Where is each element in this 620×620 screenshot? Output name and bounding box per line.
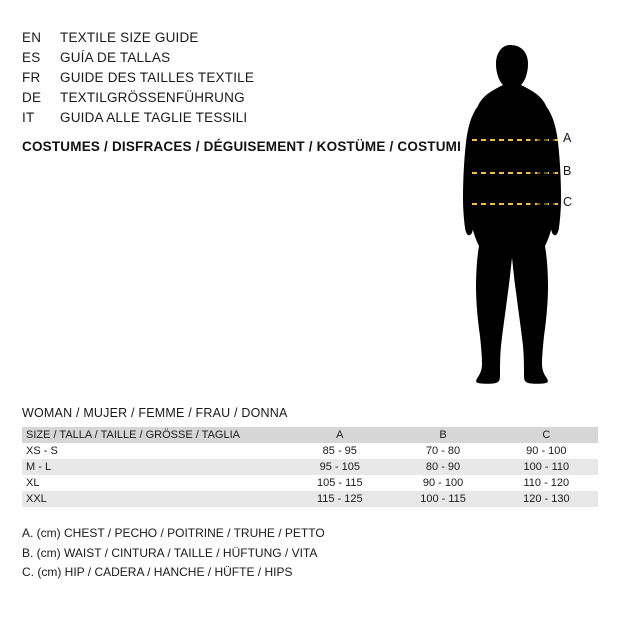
cell-size: XL	[26, 477, 40, 489]
table-header-size: SIZE / TALLA / TAILLE / GRÖSSE / TAGLIA	[26, 429, 240, 441]
cell-c: 110 - 120	[523, 477, 570, 489]
measure-label-b: B	[563, 164, 572, 178]
cell-a: 85 - 95	[322, 445, 357, 457]
language-code: EN	[22, 30, 42, 45]
measure-label-a: A	[563, 131, 572, 145]
table-row	[22, 491, 598, 507]
table-title: WOMAN / MUJER / FEMME / FRAU / DONNA	[22, 406, 288, 420]
language-row	[22, 28, 402, 48]
category-line: COSTUMES / DISFRACES / DÉGUISEMENT / KOSTÜME / COSTUMI	[22, 139, 462, 154]
table-header-c: C	[542, 429, 551, 441]
silhouette-icon	[400, 20, 620, 390]
language-row	[22, 108, 402, 128]
table-row	[22, 459, 598, 475]
table-header-row	[22, 427, 598, 443]
language-text: GUIDA ALLE TAGLIE TESSILI	[60, 110, 248, 125]
language-row	[22, 68, 402, 88]
language-list	[22, 28, 402, 128]
cell-a: 105 - 115	[316, 477, 363, 489]
cell-c: 100 - 110	[523, 461, 570, 473]
table-header-a: A	[336, 429, 344, 441]
cell-size: XXL	[26, 493, 47, 505]
legend-line-c: C. (cm) HIP / CADERA / HANCHE / HÜFTE / HIPS	[22, 565, 293, 579]
cell-b: 100 - 115	[420, 493, 466, 505]
legend-line-a: A. (cm) CHEST / PECHO / POITRINE / TRUHE / PETTO	[22, 526, 325, 540]
language-text: GUIDE DES TAILLES TEXTILE	[60, 70, 255, 85]
cell-b: 70 - 80	[425, 445, 461, 457]
size-table	[22, 427, 598, 507]
cell-b: 80 - 90	[425, 461, 461, 473]
language-code: ES	[22, 50, 41, 65]
cell-c: 90 - 100	[526, 445, 567, 457]
language-row	[22, 88, 402, 108]
measurement-legend	[22, 524, 325, 583]
cell-a: 115 - 125	[316, 493, 363, 505]
language-code: FR	[22, 70, 41, 85]
table-row	[22, 475, 598, 491]
measure-label-c: C	[563, 195, 573, 209]
language-text: TEXTILGRÖSSENFÜHRUNG	[60, 90, 245, 105]
language-text: TEXTILE SIZE GUIDE	[60, 30, 199, 45]
legend-line-b: B. (cm) WAIST / CINTURA / TAILLE / HÜFTUNG / VITA	[22, 545, 318, 560]
cell-b: 90 - 100	[422, 477, 464, 489]
female-silhouette-figure	[400, 20, 620, 390]
language-code: DE	[22, 90, 42, 105]
cell-size: XS - S	[26, 445, 58, 457]
language-text: GUÍA DE TALLAS	[60, 50, 171, 65]
cell-size: M - L	[26, 461, 52, 473]
cell-c: 120 - 130	[523, 493, 570, 505]
cell-a: 95 - 105	[319, 461, 360, 473]
language-row	[22, 48, 402, 68]
language-code: IT	[22, 110, 35, 125]
table-row	[22, 443, 598, 459]
table-header-b: B	[439, 429, 447, 441]
